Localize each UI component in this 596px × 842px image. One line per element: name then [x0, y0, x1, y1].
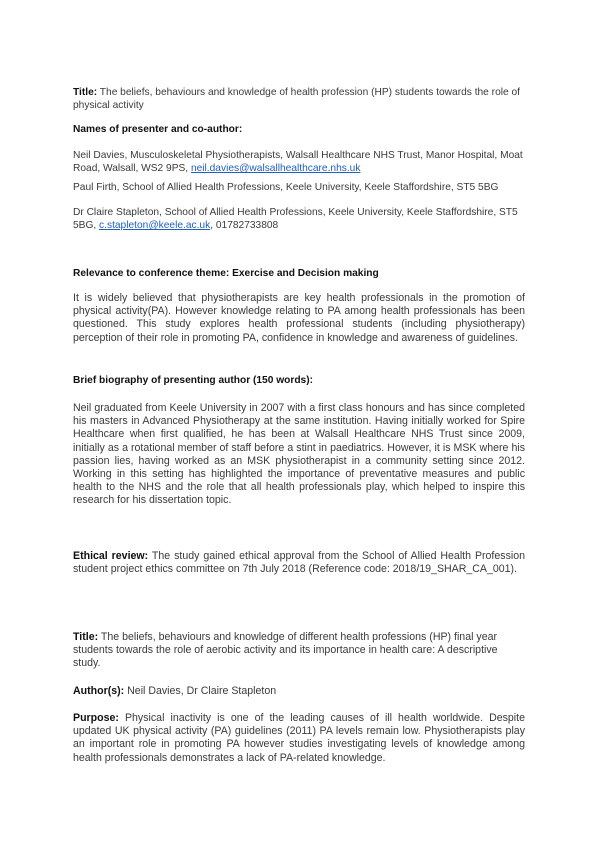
- abstract-title: [73, 86, 525, 112]
- ethical-review: [73, 550, 525, 576]
- names-heading: Names of presenter and co-author:: [73, 124, 243, 135]
- authors-text: Neil Davies, Dr Claire Stapleton: [124, 685, 277, 697]
- biography-body: Neil graduated from Keele University in 2007 with a first class honours and has since completed his masters in Advanced Physiotherapy at the same institution. Having initially worked for Spire Healthcare when first qualified, he has been at Walsall Healthcare NHS Trust since 2009, initially as a rotational member of staff before a stint in paediatrics. However, it is MSK where his passion lies, having worked as an MSK physiotherapist in a community setting since 2012. Working in this setting has highlighted the importance of preventative measures and public health to the NHS and the role that all health professionals play, which helped to inspire this research for his dissertation topic.: [73, 402, 525, 507]
- purpose-body: Physical inactivity is one of the leading causes of ill health worldwide. Despite updated UK physical activity (PA) guidelines (2011) PA levels remain low. Physiotherapists play an important role in promoting PA however studies investigating levels of knowledge among health professionals demonstrates a lack of PA-related knowledge.: [73, 712, 525, 764]
- title-text: The beliefs, behaviours and knowledge of health profession (HP) students towards the role of physical activity: [73, 87, 520, 111]
- title-label: Title:: [73, 87, 98, 98]
- biography-heading: Brief biography of presenting author (150 words):: [73, 375, 313, 386]
- purpose-section: [73, 712, 525, 765]
- ethical-label: Ethical review:: [73, 550, 149, 562]
- author-3-phone: , 01782733808: [210, 220, 279, 231]
- author-2: Paul Firth, School of Allied Health Professions, Keele University, Keele Staffordshire, ST5 5BG: [73, 182, 499, 193]
- abstract-title-2: [73, 631, 525, 671]
- author-1: [73, 149, 525, 175]
- author-3: [73, 206, 525, 232]
- author-1-text: Neil Davies, Musculoskeletal Physiotherapists, Walsall Healthcare NHS Trust, Manor Hospital, Moat Road, Walsall, WS2 9PS,: [73, 150, 523, 174]
- relevance-body: It is widely believed that physiotherapists are key health professionals in the promotion of physical activity(PA). However knowledge relating to PA among health professionals has been questioned. This study explores health professional students (including physiotherapy) perception of their role in promoting PA, confidence in knowledge and awareness of guidelines.: [73, 292, 525, 344]
- purpose-label: Purpose:: [73, 712, 119, 724]
- author-1-email-link[interactable]: neil.davies@walsallhealthcare.nhs.uk: [190, 163, 361, 174]
- title-2-text: The beliefs, behaviours and knowledge of different health professions (HP) final year students towards the role of aerobic activity and its importance in health care: A descriptive study.: [73, 631, 498, 670]
- authors-label: Author(s):: [73, 685, 125, 697]
- ethical-body: The study gained ethical approval from the School of Allied Health Profession student project ethics committee on 7th July 2018 (Reference code: 2018/19_SHAR_CA_001).: [73, 550, 526, 576]
- author-3-text: Dr Claire Stapleton, School of Allied Health Professions, Keele University, Keele Staffordshire, ST5 5BG,: [73, 207, 518, 231]
- relevance-heading: Relevance to conference theme: Exercise and Decision making: [73, 268, 379, 279]
- author-3-email-link[interactable]: c.stapleton@keele.ac.uk: [99, 220, 211, 231]
- title-2-label: Title:: [73, 631, 99, 643]
- authors-line: [73, 685, 525, 698]
